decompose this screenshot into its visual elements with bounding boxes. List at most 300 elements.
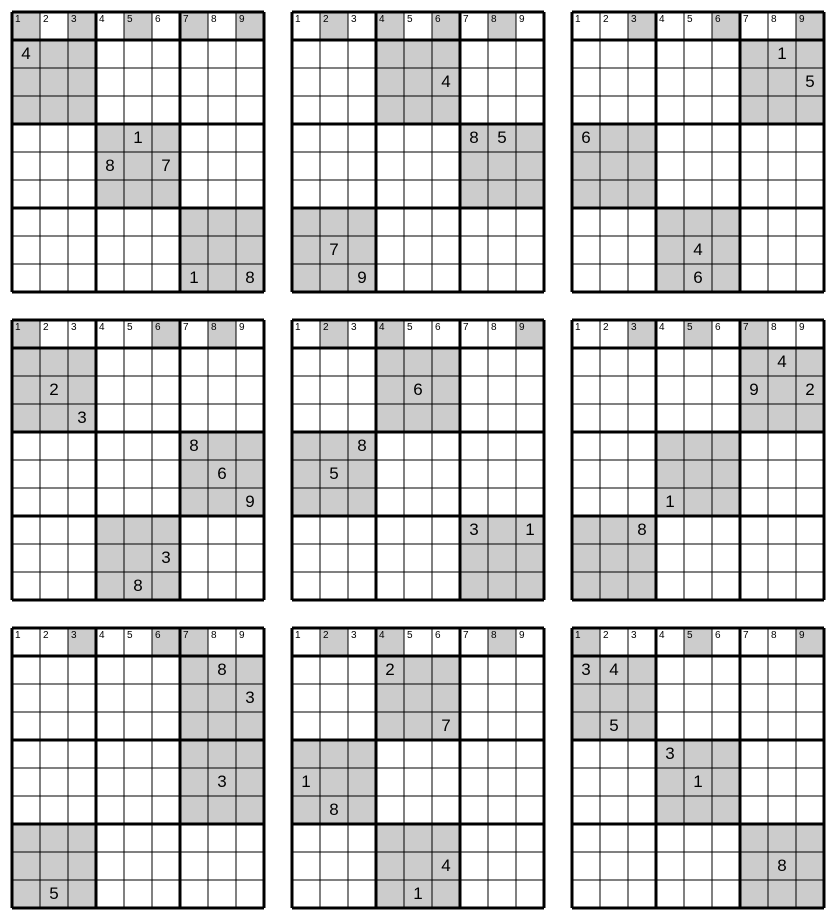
empty-cell[interactable] xyxy=(712,516,740,544)
empty-cell[interactable] xyxy=(152,180,180,208)
empty-cell[interactable] xyxy=(432,684,460,712)
empty-cell[interactable] xyxy=(348,768,376,796)
empty-cell[interactable] xyxy=(488,180,516,208)
empty-cell[interactable] xyxy=(768,236,796,264)
empty-cell[interactable] xyxy=(292,684,320,712)
empty-cell[interactable] xyxy=(376,208,404,236)
empty-cell[interactable] xyxy=(768,684,796,712)
empty-cell[interactable] xyxy=(740,404,768,432)
empty-cell[interactable] xyxy=(712,96,740,124)
empty-cell[interactable] xyxy=(516,796,544,824)
empty-cell[interactable] xyxy=(180,768,208,796)
empty-cell[interactable] xyxy=(516,880,544,908)
empty-cell[interactable] xyxy=(152,124,180,152)
empty-cell[interactable] xyxy=(96,880,124,908)
empty-cell[interactable] xyxy=(404,40,432,68)
empty-cell[interactable] xyxy=(208,236,236,264)
empty-cell[interactable] xyxy=(600,880,628,908)
empty-cell[interactable] xyxy=(488,40,516,68)
empty-cell[interactable] xyxy=(180,236,208,264)
empty-cell[interactable] xyxy=(768,656,796,684)
empty-cell[interactable] xyxy=(96,852,124,880)
empty-cell[interactable] xyxy=(432,656,460,684)
empty-cell[interactable] xyxy=(376,740,404,768)
empty-cell[interactable] xyxy=(208,684,236,712)
empty-cell[interactable] xyxy=(460,684,488,712)
empty-cell[interactable] xyxy=(712,712,740,740)
empty-cell[interactable] xyxy=(628,180,656,208)
empty-cell[interactable] xyxy=(180,740,208,768)
empty-cell[interactable] xyxy=(712,208,740,236)
empty-cell[interactable] xyxy=(236,572,264,600)
empty-cell[interactable] xyxy=(152,348,180,376)
empty-cell[interactable] xyxy=(488,208,516,236)
empty-cell[interactable] xyxy=(292,488,320,516)
empty-cell[interactable] xyxy=(124,880,152,908)
empty-cell[interactable] xyxy=(96,740,124,768)
empty-cell[interactable] xyxy=(208,852,236,880)
empty-cell[interactable] xyxy=(180,712,208,740)
empty-cell[interactable] xyxy=(68,712,96,740)
empty-cell[interactable] xyxy=(12,796,40,824)
empty-cell[interactable] xyxy=(124,40,152,68)
empty-cell[interactable] xyxy=(376,796,404,824)
empty-cell[interactable] xyxy=(376,376,404,404)
empty-cell[interactable] xyxy=(404,124,432,152)
empty-cell[interactable] xyxy=(432,572,460,600)
empty-cell[interactable] xyxy=(124,768,152,796)
empty-cell[interactable] xyxy=(768,432,796,460)
empty-cell[interactable] xyxy=(684,208,712,236)
empty-cell[interactable] xyxy=(376,40,404,68)
empty-cell[interactable] xyxy=(628,796,656,824)
empty-cell[interactable] xyxy=(572,96,600,124)
empty-cell[interactable] xyxy=(292,348,320,376)
empty-cell[interactable] xyxy=(432,460,460,488)
empty-cell[interactable] xyxy=(348,656,376,684)
empty-cell[interactable] xyxy=(768,180,796,208)
empty-cell[interactable] xyxy=(292,264,320,292)
empty-cell[interactable] xyxy=(572,432,600,460)
empty-cell[interactable] xyxy=(712,40,740,68)
empty-cell[interactable] xyxy=(208,40,236,68)
empty-cell[interactable] xyxy=(600,152,628,180)
empty-cell[interactable] xyxy=(516,208,544,236)
empty-cell[interactable] xyxy=(320,824,348,852)
empty-cell[interactable] xyxy=(768,68,796,96)
empty-cell[interactable] xyxy=(684,852,712,880)
empty-cell[interactable] xyxy=(740,684,768,712)
empty-cell[interactable] xyxy=(516,96,544,124)
empty-cell[interactable] xyxy=(348,544,376,572)
empty-cell[interactable] xyxy=(12,124,40,152)
empty-cell[interactable] xyxy=(68,656,96,684)
empty-cell[interactable] xyxy=(600,236,628,264)
empty-cell[interactable] xyxy=(152,432,180,460)
empty-cell[interactable] xyxy=(516,768,544,796)
empty-cell[interactable] xyxy=(432,432,460,460)
empty-cell[interactable] xyxy=(404,656,432,684)
empty-cell[interactable] xyxy=(40,572,68,600)
empty-cell[interactable] xyxy=(656,544,684,572)
empty-cell[interactable] xyxy=(236,404,264,432)
empty-cell[interactable] xyxy=(628,656,656,684)
empty-cell[interactable] xyxy=(180,544,208,572)
empty-cell[interactable] xyxy=(320,656,348,684)
empty-cell[interactable] xyxy=(320,740,348,768)
empty-cell[interactable] xyxy=(600,516,628,544)
empty-cell[interactable] xyxy=(404,768,432,796)
empty-cell[interactable] xyxy=(376,684,404,712)
empty-cell[interactable] xyxy=(320,880,348,908)
empty-cell[interactable] xyxy=(68,460,96,488)
empty-cell[interactable] xyxy=(12,376,40,404)
empty-cell[interactable] xyxy=(460,488,488,516)
empty-cell[interactable] xyxy=(628,460,656,488)
empty-cell[interactable] xyxy=(320,264,348,292)
empty-cell[interactable] xyxy=(124,516,152,544)
empty-cell[interactable] xyxy=(292,152,320,180)
empty-cell[interactable] xyxy=(516,236,544,264)
empty-cell[interactable] xyxy=(656,68,684,96)
empty-cell[interactable] xyxy=(236,712,264,740)
empty-cell[interactable] xyxy=(180,880,208,908)
empty-cell[interactable] xyxy=(404,516,432,544)
empty-cell[interactable] xyxy=(684,488,712,516)
empty-cell[interactable] xyxy=(572,768,600,796)
empty-cell[interactable] xyxy=(292,68,320,96)
empty-cell[interactable] xyxy=(656,712,684,740)
empty-cell[interactable] xyxy=(460,208,488,236)
empty-cell[interactable] xyxy=(628,40,656,68)
empty-cell[interactable] xyxy=(236,740,264,768)
empty-cell[interactable] xyxy=(460,432,488,460)
empty-cell[interactable] xyxy=(628,544,656,572)
empty-cell[interactable] xyxy=(796,572,824,600)
empty-cell[interactable] xyxy=(684,180,712,208)
empty-cell[interactable] xyxy=(152,516,180,544)
empty-cell[interactable] xyxy=(40,432,68,460)
empty-cell[interactable] xyxy=(684,152,712,180)
empty-cell[interactable] xyxy=(516,712,544,740)
empty-cell[interactable] xyxy=(348,40,376,68)
empty-cell[interactable] xyxy=(684,740,712,768)
empty-cell[interactable] xyxy=(124,544,152,572)
empty-cell[interactable] xyxy=(96,124,124,152)
empty-cell[interactable] xyxy=(12,740,40,768)
empty-cell[interactable] xyxy=(656,768,684,796)
empty-cell[interactable] xyxy=(180,656,208,684)
empty-cell[interactable] xyxy=(404,208,432,236)
empty-cell[interactable] xyxy=(656,796,684,824)
empty-cell[interactable] xyxy=(488,880,516,908)
empty-cell[interactable] xyxy=(68,488,96,516)
empty-cell[interactable] xyxy=(180,376,208,404)
empty-cell[interactable] xyxy=(208,488,236,516)
empty-cell[interactable] xyxy=(796,684,824,712)
empty-cell[interactable] xyxy=(40,544,68,572)
empty-cell[interactable] xyxy=(208,572,236,600)
empty-cell[interactable] xyxy=(40,40,68,68)
empty-cell[interactable] xyxy=(320,376,348,404)
empty-cell[interactable] xyxy=(600,852,628,880)
empty-cell[interactable] xyxy=(572,180,600,208)
empty-cell[interactable] xyxy=(516,684,544,712)
empty-cell[interactable] xyxy=(516,572,544,600)
empty-cell[interactable] xyxy=(740,488,768,516)
empty-cell[interactable] xyxy=(124,740,152,768)
empty-cell[interactable] xyxy=(740,264,768,292)
empty-cell[interactable] xyxy=(656,96,684,124)
empty-cell[interactable] xyxy=(124,712,152,740)
empty-cell[interactable] xyxy=(96,656,124,684)
empty-cell[interactable] xyxy=(796,404,824,432)
empty-cell[interactable] xyxy=(12,488,40,516)
empty-cell[interactable] xyxy=(488,516,516,544)
empty-cell[interactable] xyxy=(12,152,40,180)
empty-cell[interactable] xyxy=(292,180,320,208)
empty-cell[interactable] xyxy=(376,572,404,600)
empty-cell[interactable] xyxy=(40,460,68,488)
empty-cell[interactable] xyxy=(656,432,684,460)
empty-cell[interactable] xyxy=(12,236,40,264)
empty-cell[interactable] xyxy=(124,180,152,208)
empty-cell[interactable] xyxy=(96,460,124,488)
empty-cell[interactable] xyxy=(180,516,208,544)
empty-cell[interactable] xyxy=(12,432,40,460)
empty-cell[interactable] xyxy=(376,68,404,96)
empty-cell[interactable] xyxy=(768,96,796,124)
empty-cell[interactable] xyxy=(96,348,124,376)
empty-cell[interactable] xyxy=(712,264,740,292)
empty-cell[interactable] xyxy=(236,96,264,124)
empty-cell[interactable] xyxy=(740,712,768,740)
empty-cell[interactable] xyxy=(516,460,544,488)
empty-cell[interactable] xyxy=(740,656,768,684)
empty-cell[interactable] xyxy=(796,348,824,376)
empty-cell[interactable] xyxy=(488,432,516,460)
empty-cell[interactable] xyxy=(460,404,488,432)
empty-cell[interactable] xyxy=(348,796,376,824)
empty-cell[interactable] xyxy=(488,544,516,572)
empty-cell[interactable] xyxy=(208,376,236,404)
empty-cell[interactable] xyxy=(124,796,152,824)
empty-cell[interactable] xyxy=(740,740,768,768)
empty-cell[interactable] xyxy=(292,824,320,852)
empty-cell[interactable] xyxy=(40,180,68,208)
empty-cell[interactable] xyxy=(180,208,208,236)
empty-cell[interactable] xyxy=(68,796,96,824)
empty-cell[interactable] xyxy=(432,96,460,124)
empty-cell[interactable] xyxy=(572,712,600,740)
empty-cell[interactable] xyxy=(208,432,236,460)
empty-cell[interactable] xyxy=(96,712,124,740)
empty-cell[interactable] xyxy=(180,40,208,68)
empty-cell[interactable] xyxy=(68,180,96,208)
empty-cell[interactable] xyxy=(124,404,152,432)
empty-cell[interactable] xyxy=(40,124,68,152)
empty-cell[interactable] xyxy=(152,264,180,292)
empty-cell[interactable] xyxy=(348,208,376,236)
empty-cell[interactable] xyxy=(292,404,320,432)
empty-cell[interactable] xyxy=(152,208,180,236)
empty-cell[interactable] xyxy=(292,124,320,152)
empty-cell[interactable] xyxy=(488,656,516,684)
empty-cell[interactable] xyxy=(208,824,236,852)
empty-cell[interactable] xyxy=(96,768,124,796)
empty-cell[interactable] xyxy=(12,404,40,432)
empty-cell[interactable] xyxy=(712,572,740,600)
empty-cell[interactable] xyxy=(320,348,348,376)
empty-cell[interactable] xyxy=(348,852,376,880)
empty-cell[interactable] xyxy=(656,376,684,404)
empty-cell[interactable] xyxy=(348,124,376,152)
empty-cell[interactable] xyxy=(796,712,824,740)
empty-cell[interactable] xyxy=(628,348,656,376)
empty-cell[interactable] xyxy=(796,432,824,460)
empty-cell[interactable] xyxy=(320,180,348,208)
empty-cell[interactable] xyxy=(460,712,488,740)
empty-cell[interactable] xyxy=(96,208,124,236)
empty-cell[interactable] xyxy=(796,796,824,824)
empty-cell[interactable] xyxy=(124,264,152,292)
empty-cell[interactable] xyxy=(96,544,124,572)
empty-cell[interactable] xyxy=(68,348,96,376)
empty-cell[interactable] xyxy=(796,516,824,544)
empty-cell[interactable] xyxy=(376,404,404,432)
empty-cell[interactable] xyxy=(348,684,376,712)
empty-cell[interactable] xyxy=(796,740,824,768)
empty-cell[interactable] xyxy=(600,824,628,852)
empty-cell[interactable] xyxy=(376,152,404,180)
empty-cell[interactable] xyxy=(488,796,516,824)
empty-cell[interactable] xyxy=(516,68,544,96)
empty-cell[interactable] xyxy=(292,880,320,908)
empty-cell[interactable] xyxy=(628,124,656,152)
empty-cell[interactable] xyxy=(68,768,96,796)
empty-cell[interactable] xyxy=(796,488,824,516)
empty-cell[interactable] xyxy=(432,824,460,852)
empty-cell[interactable] xyxy=(572,348,600,376)
empty-cell[interactable] xyxy=(460,572,488,600)
empty-cell[interactable] xyxy=(488,460,516,488)
empty-cell[interactable] xyxy=(180,572,208,600)
empty-cell[interactable] xyxy=(656,460,684,488)
empty-cell[interactable] xyxy=(572,376,600,404)
empty-cell[interactable] xyxy=(40,96,68,124)
empty-cell[interactable] xyxy=(600,740,628,768)
empty-cell[interactable] xyxy=(124,852,152,880)
empty-cell[interactable] xyxy=(712,152,740,180)
empty-cell[interactable] xyxy=(404,460,432,488)
empty-cell[interactable] xyxy=(740,68,768,96)
empty-cell[interactable] xyxy=(292,572,320,600)
empty-cell[interactable] xyxy=(768,404,796,432)
empty-cell[interactable] xyxy=(404,572,432,600)
empty-cell[interactable] xyxy=(152,236,180,264)
empty-cell[interactable] xyxy=(768,152,796,180)
empty-cell[interactable] xyxy=(432,124,460,152)
empty-cell[interactable] xyxy=(656,152,684,180)
empty-cell[interactable] xyxy=(460,40,488,68)
empty-cell[interactable] xyxy=(656,656,684,684)
empty-cell[interactable] xyxy=(404,852,432,880)
empty-cell[interactable] xyxy=(180,124,208,152)
empty-cell[interactable] xyxy=(684,544,712,572)
empty-cell[interactable] xyxy=(152,740,180,768)
empty-cell[interactable] xyxy=(376,516,404,544)
empty-cell[interactable] xyxy=(740,40,768,68)
empty-cell[interactable] xyxy=(404,796,432,824)
empty-cell[interactable] xyxy=(40,236,68,264)
empty-cell[interactable] xyxy=(572,516,600,544)
empty-cell[interactable] xyxy=(712,740,740,768)
empty-cell[interactable] xyxy=(656,852,684,880)
empty-cell[interactable] xyxy=(320,572,348,600)
empty-cell[interactable] xyxy=(768,796,796,824)
empty-cell[interactable] xyxy=(236,180,264,208)
empty-cell[interactable] xyxy=(740,516,768,544)
empty-cell[interactable] xyxy=(712,404,740,432)
empty-cell[interactable] xyxy=(152,880,180,908)
empty-cell[interactable] xyxy=(236,516,264,544)
empty-cell[interactable] xyxy=(96,96,124,124)
empty-cell[interactable] xyxy=(684,68,712,96)
empty-cell[interactable] xyxy=(712,236,740,264)
empty-cell[interactable] xyxy=(152,572,180,600)
empty-cell[interactable] xyxy=(404,684,432,712)
empty-cell[interactable] xyxy=(236,152,264,180)
empty-cell[interactable] xyxy=(320,124,348,152)
empty-cell[interactable] xyxy=(348,236,376,264)
empty-cell[interactable] xyxy=(488,572,516,600)
empty-cell[interactable] xyxy=(768,264,796,292)
empty-cell[interactable] xyxy=(796,460,824,488)
empty-cell[interactable] xyxy=(488,236,516,264)
empty-cell[interactable] xyxy=(40,404,68,432)
empty-cell[interactable] xyxy=(460,96,488,124)
empty-cell[interactable] xyxy=(320,516,348,544)
empty-cell[interactable] xyxy=(628,880,656,908)
empty-cell[interactable] xyxy=(796,824,824,852)
empty-cell[interactable] xyxy=(628,264,656,292)
empty-cell[interactable] xyxy=(12,656,40,684)
empty-cell[interactable] xyxy=(628,824,656,852)
empty-cell[interactable] xyxy=(432,180,460,208)
empty-cell[interactable] xyxy=(572,544,600,572)
empty-cell[interactable] xyxy=(712,460,740,488)
empty-cell[interactable] xyxy=(796,236,824,264)
empty-cell[interactable] xyxy=(40,824,68,852)
empty-cell[interactable] xyxy=(768,516,796,544)
empty-cell[interactable] xyxy=(516,656,544,684)
empty-cell[interactable] xyxy=(572,880,600,908)
empty-cell[interactable] xyxy=(180,404,208,432)
empty-cell[interactable] xyxy=(376,124,404,152)
empty-cell[interactable] xyxy=(348,740,376,768)
empty-cell[interactable] xyxy=(488,740,516,768)
empty-cell[interactable] xyxy=(404,740,432,768)
empty-cell[interactable] xyxy=(180,824,208,852)
empty-cell[interactable] xyxy=(488,488,516,516)
empty-cell[interactable] xyxy=(236,460,264,488)
empty-cell[interactable] xyxy=(460,180,488,208)
empty-cell[interactable] xyxy=(768,544,796,572)
empty-cell[interactable] xyxy=(684,516,712,544)
empty-cell[interactable] xyxy=(68,40,96,68)
empty-cell[interactable] xyxy=(740,796,768,824)
empty-cell[interactable] xyxy=(516,740,544,768)
